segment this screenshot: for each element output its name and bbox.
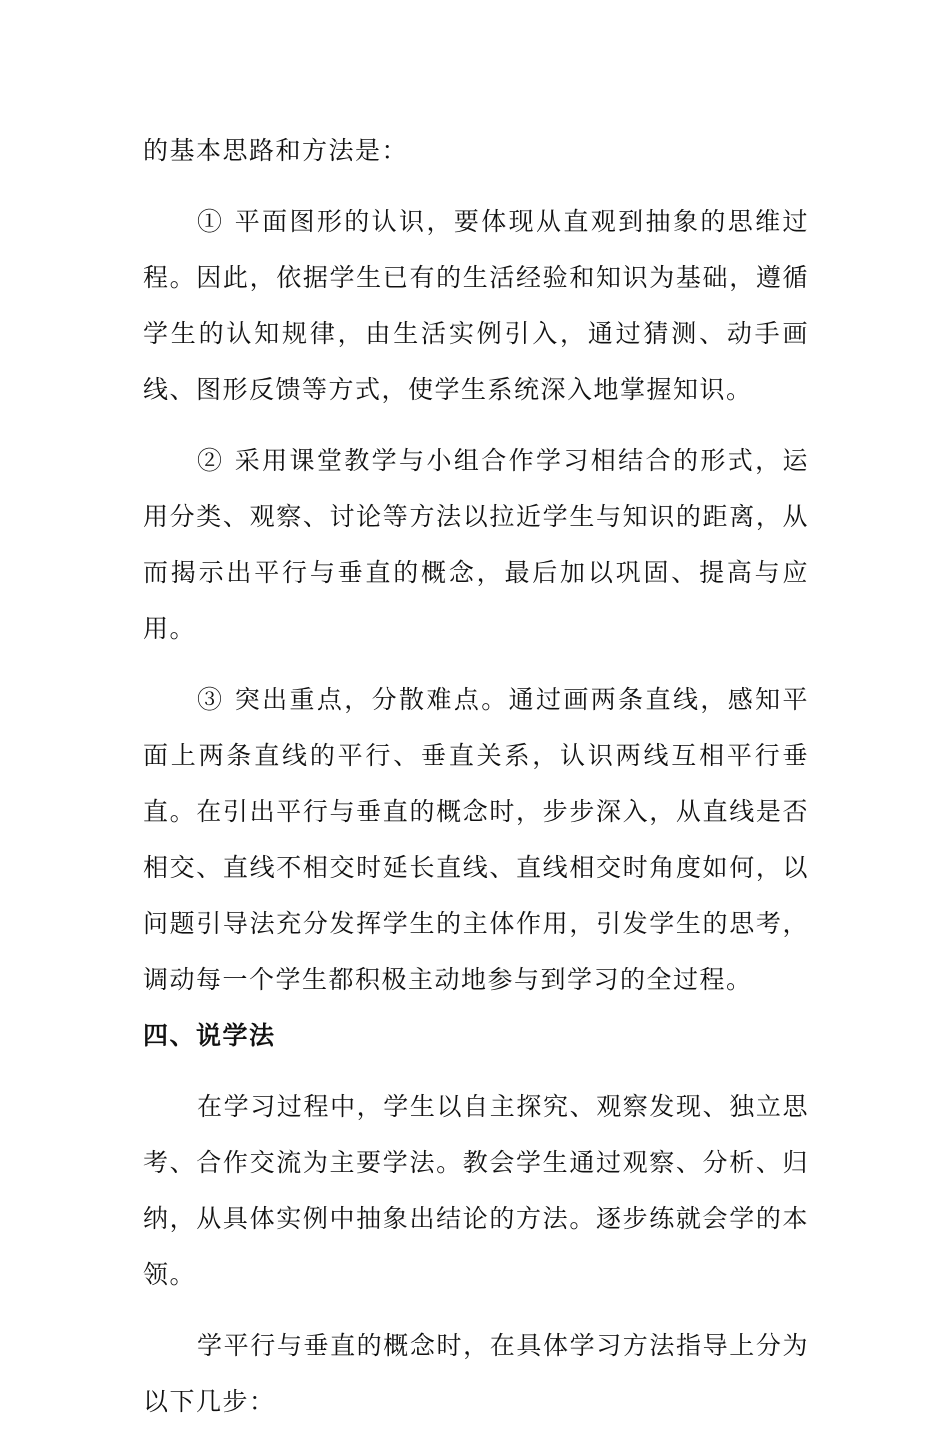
section-heading: 四、说学法 bbox=[143, 1021, 276, 1050]
document-body bbox=[143, 123, 809, 1430]
paragraph-study-steps: 学平行与垂直的概念时，在具体学习方法指导上分为以下几步： bbox=[143, 1331, 809, 1416]
paragraph-study-method: 在学习过程中，学生以自主探究、观察发现、独立思考、合作交流为主要学法。教会学生通过观察、分析、归纳，从具体实例中抽象出结论的方法。逐步练就会学的本领。 bbox=[143, 1092, 809, 1289]
paragraph-point-1: ① 平面图形的认识，要体现从直观到抽象的思维过程。因此，依据学生已有的生活经验和知识为基础，遵循学生的认知规律，由生活实例引入，通过猜测、动手画线、图形反馈等方式，使学生系统深入地掌握知识。 bbox=[143, 207, 809, 404]
paragraph-intro: 的基本思路和方法是： bbox=[143, 136, 409, 165]
paragraph-point-2: ② 采用课堂教学与小组合作学习相结合的形式，运用分类、观察、讨论等方法以拉近学生与知识的距离，从而揭示出平行与垂直的概念，最后加以巩固、提高与应用。 bbox=[143, 446, 809, 643]
paragraph-point-3: ③ 突出重点，分散难点。通过画两条直线，感知平面上两条直线的平行、垂直关系，认识两线互相平行垂直。在引出平行与垂直的概念时，步步深入，从直线是否相交、直线不相交时延长直线、直线相交时角度如何，以问题引导法充分发挥学生的主体作用，引发学生的思考，调动每一个学生都积极主动地参与到学习的全过程。 bbox=[143, 685, 809, 994]
